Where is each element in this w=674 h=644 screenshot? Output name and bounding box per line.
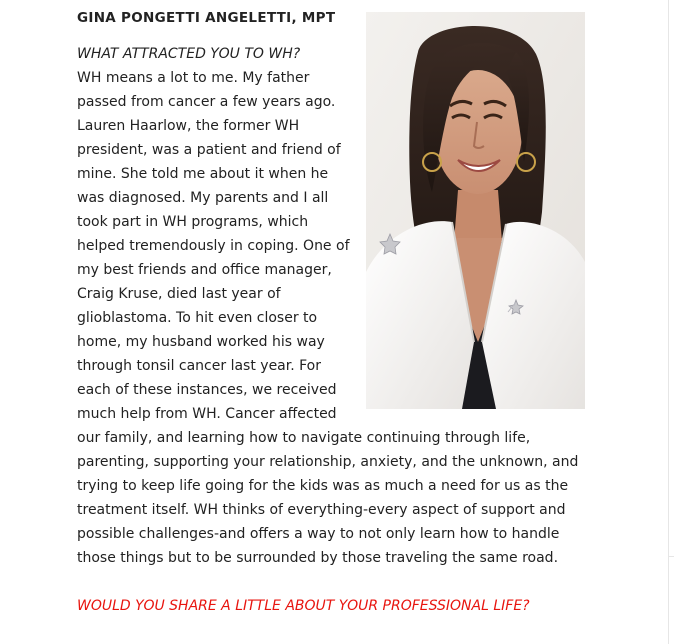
profile-article — [77, 6, 585, 618]
answer-wh-attraction: WH means a lot to me. My father passed from cancer a few years ago. Lauren Haarlow, the former WH president, was a patient and friend of mine. She told me about it when he was diagnosed. My parents and I all took part in WH programs, which helped tremendously in coping. One of my best friends and office manager, Craig Kruse, died last year of glioblastoma. To hit even closer to home, my husband worked his way through tonsil cancer last year. For each of these instances, we received much help from WH. Cancer affected our family, and learning how to navigate continuing through life, parenting, supporting your relationship, anxiety, and the unknown, and trying to keep life going for the kids was as much a need for us as the treatment itself. WH thinks of everything-every aspect of support and possible challenges-and offers a way to not only learn how to handle those things but to be surrounded by those traveling the same road. — [77, 70, 579, 566]
question-professional-life: WOULD YOU SHARE A LITTLE ABOUT YOUR PROFESSIONAL LIFE? — [77, 598, 530, 614]
profile-photo — [366, 12, 585, 409]
profile-name: GINA PONGETTI ANGELETTI, MPT — [77, 10, 336, 26]
page-edge-divider — [668, 0, 669, 644]
question-wh-attraction: WHAT ATTRACTED YOU TO WH? — [77, 46, 301, 62]
page-edge-tick — [669, 556, 674, 557]
